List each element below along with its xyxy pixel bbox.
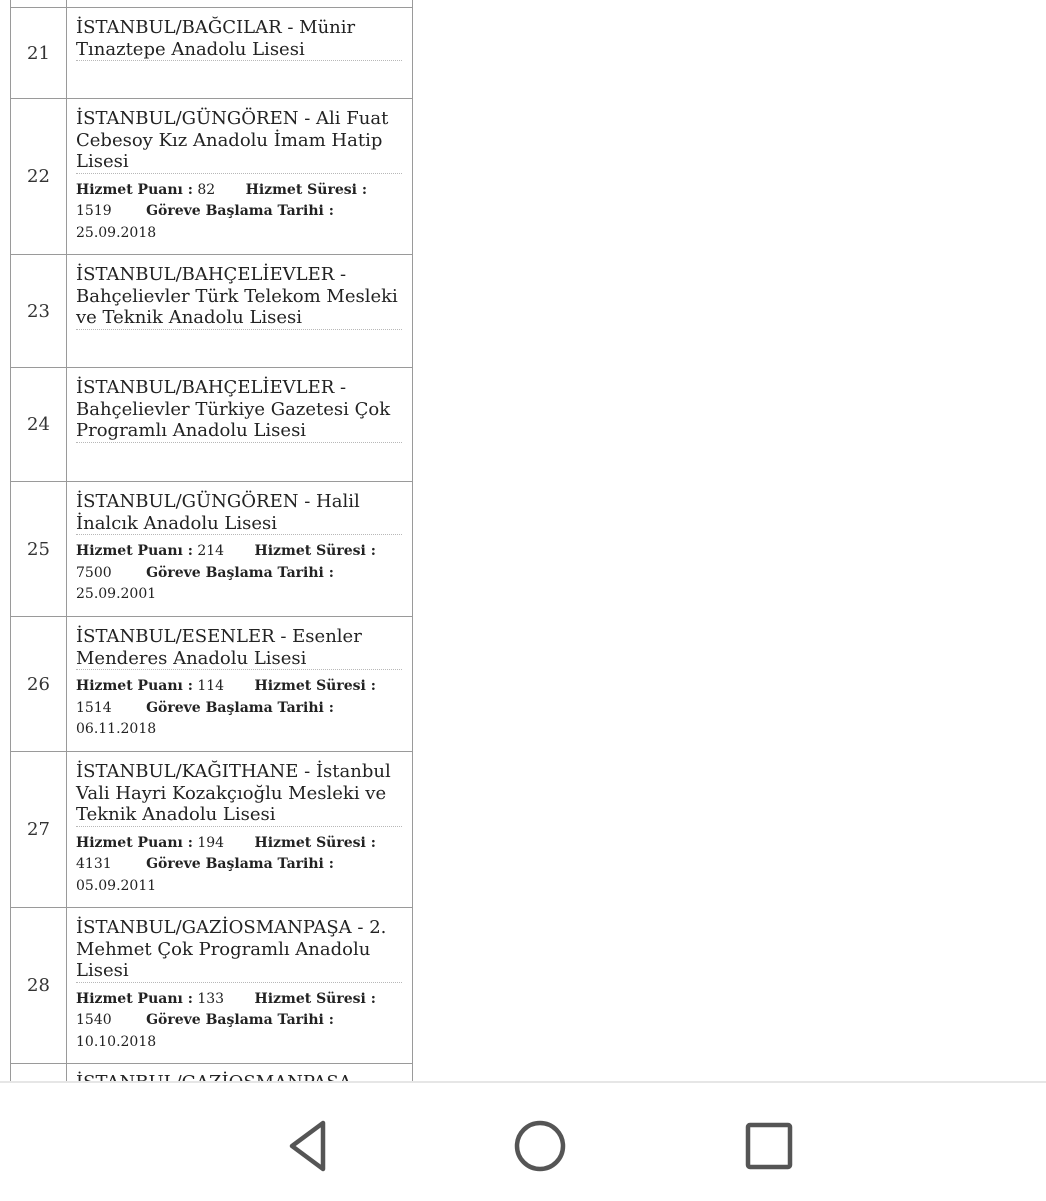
- start-date-label: Göreve Başlama Tarihi :: [146, 1012, 334, 1028]
- preference-table: [10, 0, 413, 1125]
- service-details: [76, 174, 402, 245]
- school-name: İSTANBUL/BAHÇELİEVLER - Bahçelievler Türkiye Gazetesi Çok Programlı Anadolu Lisesi: [76, 368, 402, 443]
- start-date-label: Göreve Başlama Tarihi :: [146, 564, 334, 581]
- table-row: [11, 8, 413, 99]
- school-cell: [67, 8, 413, 99]
- table-row: [11, 368, 413, 482]
- start-date-label: Göreve Başlama Tarihi :: [146, 203, 334, 219]
- service-points-label: Hizmet Puanı :: [76, 834, 193, 851]
- table-row: [11, 908, 413, 1064]
- start-date-value: 06.11.2018: [76, 721, 157, 737]
- school-cell: [67, 368, 413, 482]
- table-row-top-cut: [11, 0, 413, 8]
- service-points-value: 133: [197, 990, 225, 1007]
- table-row: [11, 752, 413, 908]
- school-cell: [67, 255, 413, 368]
- start-date-value: 25.09.2018: [76, 224, 157, 241]
- service-duration-value: 1514: [76, 699, 112, 716]
- school-name: İSTANBUL/KAĞITHANE - İstanbul Vali Hayri Kozakçıoğlu Mesleki ve Teknik Anadolu Lisesi: [76, 752, 402, 827]
- recents-square-icon: [739, 1116, 799, 1176]
- service-points-value: 114: [197, 678, 225, 694]
- service-duration-label: Hizmet Süresi :: [254, 543, 376, 559]
- start-date-label: Göreve Başlama Tarihi :: [146, 856, 334, 872]
- recents-button[interactable]: [734, 1111, 804, 1181]
- table-row: [11, 482, 413, 617]
- school-cell: [67, 908, 413, 1064]
- school-name: İSTANBUL/GÜNGÖREN - Ali Fuat Cebesoy Kız Anadolu İmam Hatip Lisesi: [76, 99, 402, 174]
- home-circle-icon: [510, 1116, 570, 1176]
- row-number: 23: [11, 255, 67, 368]
- service-points-label: Hizmet Puanı :: [76, 181, 193, 198]
- start-date-value: 05.09.2011: [76, 877, 157, 894]
- row-number: 21: [11, 8, 67, 99]
- school-cell: [67, 752, 413, 908]
- back-button[interactable]: [273, 1111, 343, 1181]
- back-triangle-icon: [278, 1116, 338, 1176]
- service-points-label: Hizmet Puanı :: [76, 543, 193, 559]
- table-row: [11, 99, 413, 255]
- row-number: 22: [11, 99, 67, 255]
- service-duration-value: 7500: [76, 564, 112, 581]
- service-points-label: Hizmet Puanı :: [76, 678, 193, 694]
- home-button[interactable]: [505, 1111, 575, 1181]
- school-name: İSTANBUL/BAĞCILAR - Münir Tınaztepe Anadolu Lisesi: [76, 8, 402, 61]
- android-navigation-bar: [0, 1081, 1046, 1201]
- school-name: İSTANBUL/BAHÇELİEVLER - Bahçelievler Türk Telekom Mesleki ve Teknik Anadolu Lisesi: [76, 255, 402, 330]
- school-name: İSTANBUL/GAZİOSMANPAŞA - 2. Mehmet Çok Programlı Anadolu Lisesi: [76, 908, 402, 983]
- service-details: [76, 535, 402, 606]
- service-duration-label: Hizmet Süresi :: [254, 678, 376, 694]
- service-details: [76, 670, 402, 741]
- service-duration-label: Hizmet Süresi :: [245, 181, 367, 198]
- row-number: 27: [11, 752, 67, 908]
- service-points-value: 82: [197, 181, 216, 198]
- school-cell: [67, 617, 413, 752]
- school-cell: [67, 99, 413, 255]
- service-duration-value: 1540: [76, 1012, 112, 1028]
- school-name: İSTANBUL/ESENLER - Esenler Menderes Anadolu Lisesi: [76, 617, 402, 670]
- table-row: [11, 255, 413, 368]
- table-row: [11, 617, 413, 752]
- service-points-value: 194: [197, 834, 225, 851]
- row-number: 28: [11, 908, 67, 1064]
- service-points-value: 214: [197, 543, 225, 559]
- school-name: İSTANBUL/GÜNGÖREN - Halil İnalcık Anadolu Lisesi: [76, 482, 402, 535]
- start-date-value: 25.09.2001: [76, 586, 157, 602]
- service-points-label: Hizmet Puanı :: [76, 990, 193, 1007]
- school-cell: [67, 482, 413, 617]
- service-duration-label: Hizmet Süresi :: [254, 834, 376, 851]
- service-duration-label: Hizmet Süresi :: [254, 990, 376, 1007]
- service-details: [76, 983, 402, 1054]
- service-duration-value: 4131: [76, 856, 112, 872]
- row-number: 26: [11, 617, 67, 752]
- start-date-value: 10.10.2018: [76, 1033, 157, 1050]
- start-date-label: Göreve Başlama Tarihi :: [146, 699, 334, 716]
- service-details: [76, 827, 402, 898]
- row-number: 25: [11, 482, 67, 617]
- row-number: 24: [11, 368, 67, 482]
- service-duration-value: 1519: [76, 203, 112, 219]
